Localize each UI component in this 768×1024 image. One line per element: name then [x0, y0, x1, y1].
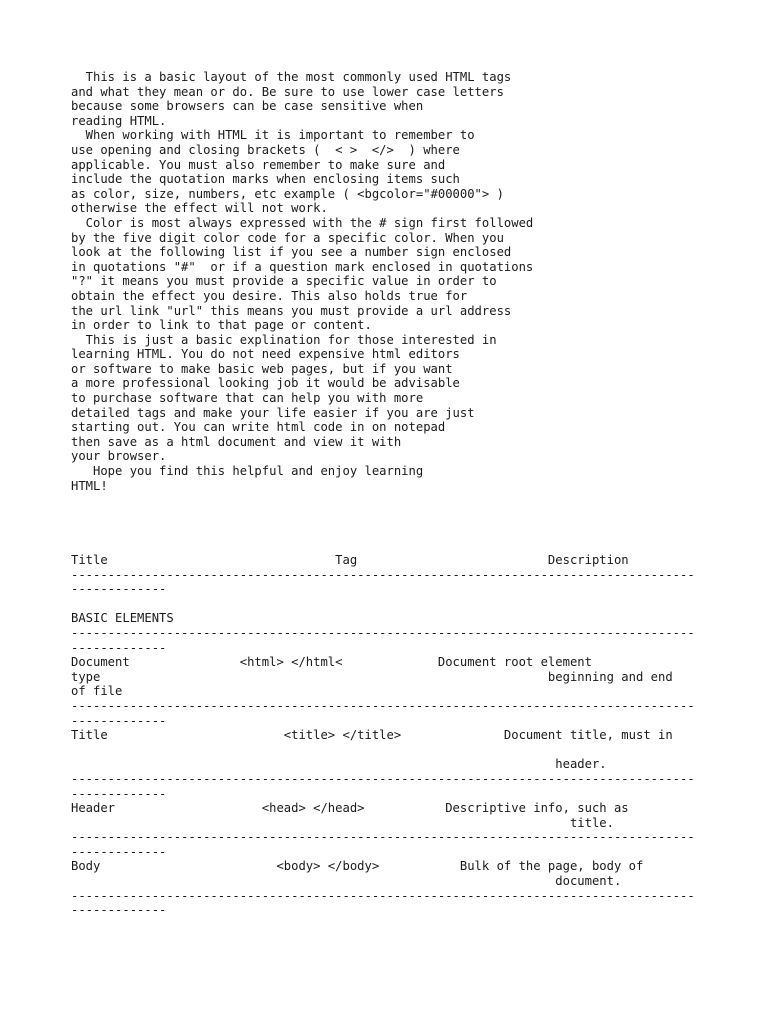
- intro-paragraphs: This is a basic layout of the most commonly used HTML tags and what they mean or do. Be sure to use lower case letters because some browsers can be case sensitive when reading HTML. When working with HTML it is important to remember to use opening and closing brackets ( < > </> ) where applicable. You must also remember to make sure and include the quotation marks when enclosing items such as color, size, numbers, etc example ( <bgcolor="#00000"> ) otherwise the effect will not work. Color is most always expressed with the # sign first followed by the five digit color code for a specific color. When you look at the following list if you see a number sign enclosed in quotations "#" or if a question mark enclosed in quotations "?" it means you must provide a specific value in order to obtain the effect you desire. This also holds true for the url link "url" this means you must provide a url address in order to link to that page or content. This is just a basic explination for those interested in learning HTML. You do not need expensive html editors or software to make basic web pages, but if you want a more professional looking job it would be advisable to purchase software that can help you with more detailed tags and make your life easier if you are just starting out. You can write html code in on notepad then save as a html document and view it with your browser. Hope you find this helpful and enjoy learning HTML!: [71, 70, 534, 493]
- html-tags-table: Title Tag Description ------------------------------------------------------------------------------------- ------------- BASIC ELEMENTS ------------------------------------------------------------------------------------- ------------- Document <html> </html< Document root element type beginning and end of file ------------------------------------------------------------------------------------- ------------- Title <title> </title> Document title, must in header. ------------------------------------------------------------------------------------- ------------- Header <head> </head> Descriptive info, such as title. ------------------------------------------------------------------------------------- ------------- Body <body> </body> Bulk of the page, body of document. ------------------------------------------------------------------------------------- -------------: [71, 553, 695, 918]
